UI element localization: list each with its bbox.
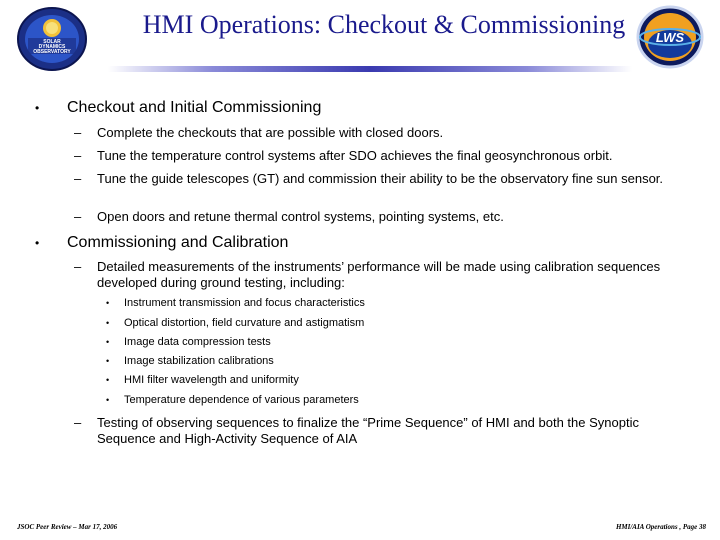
svg-text:SOLAR: SOLAR — [43, 39, 61, 45]
list-item — [74, 209, 687, 225]
sub-list-item-text: Instrument transmission and focus characteristics — [124, 297, 365, 309]
sub-list-item-text: Temperature dependence of various parameters — [124, 394, 359, 406]
footer-page-number: HMI/AIA Operations , Page 38 — [615, 523, 706, 531]
dash-icon: – — [74, 259, 82, 274]
list-item — [74, 148, 687, 164]
section-heading — [35, 98, 322, 118]
list-item — [74, 415, 657, 447]
bullet-icon: • — [106, 298, 110, 308]
bullet-icon: • — [106, 395, 110, 405]
section-heading-text: Commissioning and Calibration — [67, 234, 289, 251]
svg-text:DYNAMICS: DYNAMICS — [38, 44, 66, 50]
list-item-text: Complete the checkouts that are possible with closed doors. — [97, 125, 444, 140]
sub-list-item-text: HMI filter wavelength and uniformity — [124, 374, 299, 386]
list-item-text: Detailed measurements of the instruments’ performance will be made using calibration sequences developed during ground testing, including: — [97, 259, 661, 290]
bullet-icon: • — [35, 236, 40, 250]
list-item-text: Tune the temperature control systems after SDO achieves the final geosynchronous orbit. — [97, 148, 613, 163]
dash-icon: – — [74, 148, 82, 163]
sub-list-item — [106, 373, 299, 387]
sub-list-item-text: Image data compression tests — [124, 336, 271, 348]
list-item — [74, 259, 687, 291]
footer-left-text: JSOC Peer Review – Mar 17, 2006 — [17, 523, 118, 531]
bullet-icon: • — [106, 375, 110, 385]
bullet-icon: • — [106, 318, 110, 328]
section-heading — [35, 233, 289, 253]
list-item-text: Open doors and retune thermal control systems, pointing systems, etc. — [97, 209, 504, 224]
bullet-icon: • — [35, 101, 40, 115]
bullet-icon: • — [106, 337, 110, 347]
svg-text:LWS: LWS — [655, 30, 685, 45]
lws-program-logo — [634, 4, 706, 70]
bullet-icon: • — [106, 356, 110, 366]
sub-list-item-text: Optical distortion, field curvature and astigmatism — [124, 317, 365, 329]
svg-text:OBSERVATORY: OBSERVATORY — [33, 49, 71, 55]
sub-list-item — [106, 316, 365, 330]
sub-list-item — [106, 354, 274, 368]
slide-title: HMI Operations: Checkout & Commissioning — [142, 10, 626, 39]
sub-list-item-text: Image stabilization calibrations — [124, 355, 274, 367]
sub-list-item — [106, 296, 365, 310]
dash-icon: – — [74, 171, 82, 186]
sub-list-item — [106, 393, 359, 407]
dash-icon: – — [74, 415, 82, 430]
list-item-text: Tune the guide telescopes (GT) and commission their ability to be the observatory fine sun sensor. — [97, 171, 664, 186]
dash-icon: – — [74, 209, 82, 224]
section-heading-text: Checkout and Initial Commissioning — [67, 99, 322, 116]
list-item — [74, 171, 687, 187]
dash-icon: – — [74, 125, 82, 140]
sdo-mission-logo — [16, 6, 88, 72]
sub-list-item — [106, 335, 271, 349]
title-underline-bar — [108, 66, 632, 72]
list-item-text: Testing of observing sequences to finalize the “Prime Sequence” of HMI and both the Synoptic Sequence and High-Activity Sequence of AIA — [97, 415, 639, 446]
list-item — [74, 125, 687, 141]
